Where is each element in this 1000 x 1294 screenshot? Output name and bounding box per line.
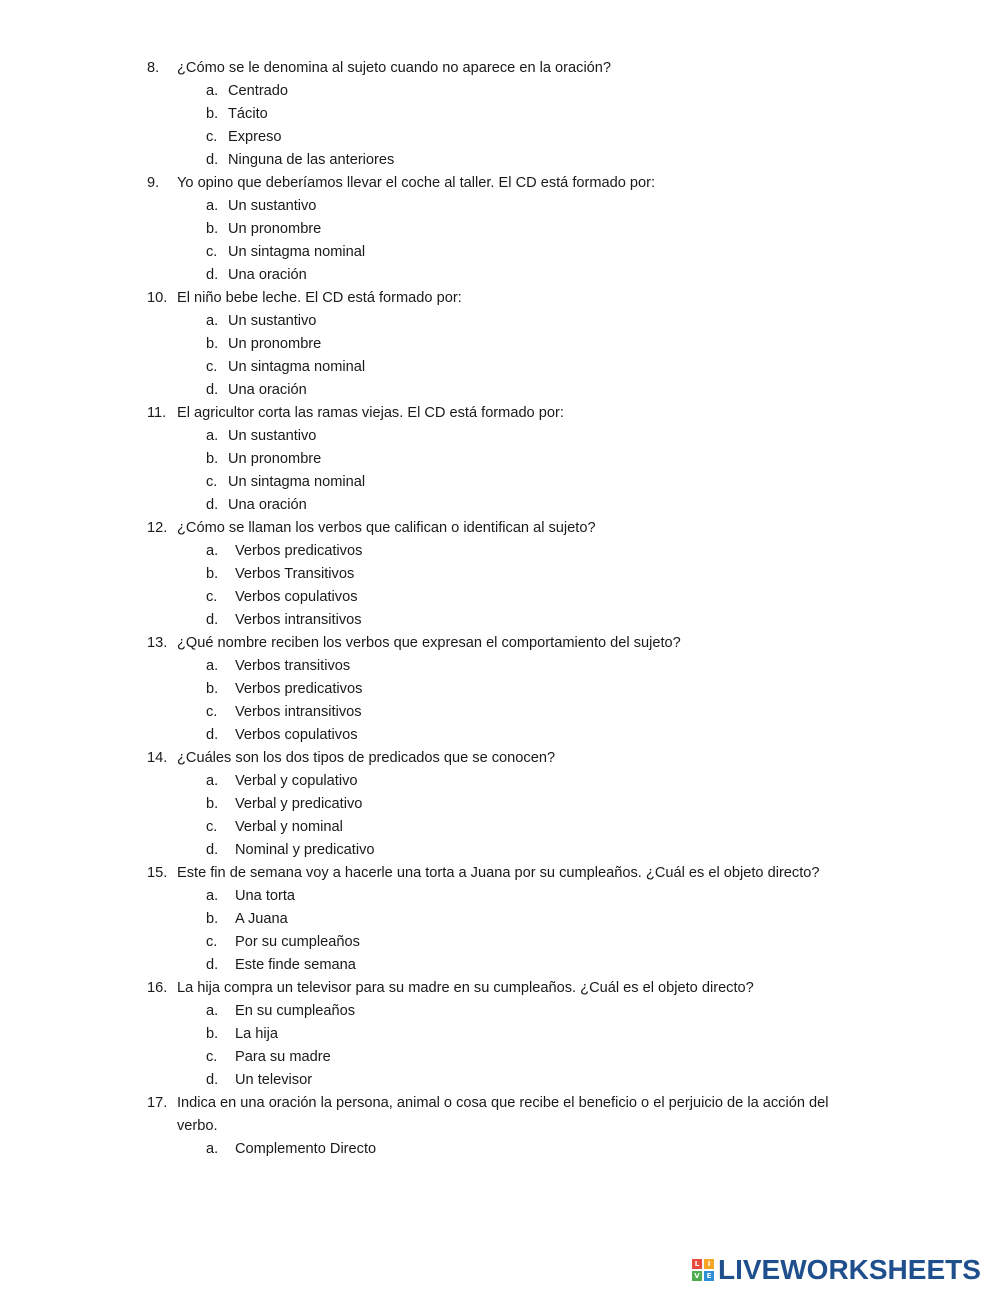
option-text: Verbos predicativos xyxy=(235,543,363,559)
question-text: Yo opino que deberíamos llevar el coche al taller. El CD está formado por: xyxy=(177,175,656,191)
option-d[interactable] xyxy=(0,379,1000,402)
option-letter: c. xyxy=(206,819,218,835)
option-letter: a. xyxy=(206,773,219,789)
option-text: Verbos Transitivos xyxy=(235,566,355,582)
question-text: Este fin de semana voy a hacerle una torta a Juana por su cumpleaños. ¿Cuál es el objeto directo? xyxy=(177,865,820,881)
option-letter: d. xyxy=(206,957,219,973)
option-text: Un sustantivo xyxy=(228,313,317,329)
option-c[interactable] xyxy=(0,241,1000,264)
option-text: Expreso xyxy=(228,129,282,145)
option-text: Verbal y copulativo xyxy=(235,773,358,789)
option-b[interactable] xyxy=(0,218,1000,241)
option-text: Una oración xyxy=(228,267,307,283)
option-text: Un sintagma nominal xyxy=(228,244,366,260)
option-letter: b. xyxy=(206,221,219,237)
option-c[interactable] xyxy=(0,1046,1000,1069)
option-letter: b. xyxy=(206,796,219,812)
option-text: Verbos transitivos xyxy=(235,658,351,674)
option-text: Un pronombre xyxy=(228,336,322,352)
option-text: Un pronombre xyxy=(228,451,322,467)
option-letter: d. xyxy=(206,267,219,283)
logo-text: LIVEWORKSHEETS xyxy=(718,1254,981,1285)
option-letter: c. xyxy=(206,359,218,375)
option-letter: b. xyxy=(206,1026,219,1042)
option-b[interactable] xyxy=(0,908,1000,931)
option-letter: a. xyxy=(206,1141,219,1157)
option-d[interactable] xyxy=(0,149,1000,172)
option-text: En su cumpleaños xyxy=(235,1003,356,1019)
option-letter: d. xyxy=(206,382,219,398)
question-9 xyxy=(0,172,1000,287)
option-letter: c. xyxy=(206,589,218,605)
option-letter: b. xyxy=(206,451,219,467)
question-11 xyxy=(0,402,1000,517)
option-a[interactable] xyxy=(0,770,1000,793)
question-15 xyxy=(0,862,1000,977)
question-text: El agricultor corta las ramas viejas. El CD está formado por: xyxy=(177,405,564,421)
option-text: Un sustantivo xyxy=(228,428,317,444)
option-letter: b. xyxy=(206,911,219,927)
option-letter: a. xyxy=(206,658,219,674)
question-text: ¿Qué nombre reciben los verbos que expresan el comportamiento del sujeto? xyxy=(177,635,681,651)
option-b[interactable] xyxy=(0,563,1000,586)
option-letter: a. xyxy=(206,888,219,904)
question-number: 12. xyxy=(147,520,168,536)
option-text: Verbos predicativos xyxy=(235,681,363,697)
option-text: Verbal y predicativo xyxy=(235,796,363,812)
option-text: Un televisor xyxy=(235,1072,313,1088)
option-c[interactable] xyxy=(0,701,1000,724)
option-letter: c. xyxy=(206,1049,218,1065)
question-number: 10. xyxy=(147,290,168,306)
option-text: A Juana xyxy=(235,911,288,927)
option-a[interactable] xyxy=(0,655,1000,678)
liveworksheets-logo xyxy=(692,1256,981,1284)
logo-block-i: I xyxy=(704,1259,714,1269)
option-d[interactable] xyxy=(0,264,1000,287)
option-text: Una oración xyxy=(228,382,307,398)
option-letter: d. xyxy=(206,497,219,513)
logo-block-e: E xyxy=(704,1271,714,1281)
option-b[interactable] xyxy=(0,448,1000,471)
question-text: La hija compra un televisor para su madre en su cumpleaños. ¿Cuál es el objeto directo? xyxy=(177,980,754,996)
option-letter: a. xyxy=(206,198,219,214)
option-text: La hija xyxy=(235,1026,279,1042)
option-text: Centrado xyxy=(228,83,289,99)
option-letter: d. xyxy=(206,727,219,743)
question-number: 9. xyxy=(147,175,160,191)
option-d[interactable] xyxy=(0,839,1000,862)
option-letter: d. xyxy=(206,842,219,858)
option-letter: b. xyxy=(206,566,219,582)
question-number: 13. xyxy=(147,635,168,651)
option-text: Verbos copulativos xyxy=(235,589,358,605)
option-text: Un sustantivo xyxy=(228,198,317,214)
option-text: Un pronombre xyxy=(228,221,322,237)
option-text: Un sintagma nominal xyxy=(228,474,366,490)
option-b[interactable] xyxy=(0,103,1000,126)
option-letter: d. xyxy=(206,1072,219,1088)
option-c[interactable] xyxy=(0,931,1000,954)
option-letter: a. xyxy=(206,313,219,329)
option-letter: a. xyxy=(206,83,219,99)
option-b[interactable] xyxy=(0,793,1000,816)
question-10 xyxy=(0,287,1000,402)
option-text: Nominal y predicativo xyxy=(235,842,375,858)
option-a[interactable] xyxy=(0,80,1000,103)
question-13 xyxy=(0,632,1000,747)
option-a[interactable] xyxy=(0,425,1000,448)
question-text: ¿Cuáles son los dos tipos de predicados que se conocen? xyxy=(177,750,556,766)
option-d[interactable] xyxy=(0,609,1000,632)
option-text: Por su cumpleaños xyxy=(235,934,360,950)
question-16 xyxy=(0,977,1000,1092)
option-b[interactable] xyxy=(0,678,1000,701)
option-letter: b. xyxy=(206,106,219,122)
question-number: 16. xyxy=(147,980,168,996)
option-text: Para su madre xyxy=(235,1049,331,1065)
option-a[interactable] xyxy=(0,885,1000,908)
option-a[interactable] xyxy=(0,195,1000,218)
option-c[interactable] xyxy=(0,471,1000,494)
option-letter: b. xyxy=(206,681,219,697)
option-text: Verbos intransitivos xyxy=(235,704,362,720)
option-letter: b. xyxy=(206,336,219,352)
question-text: Indica en una oración la persona, animal o cosa que recibe el beneficio o el perjuicio de la acción del verbo. xyxy=(177,1095,829,1134)
question-number: 15. xyxy=(147,865,168,881)
question-12 xyxy=(0,517,1000,632)
liveworksheets-blocks-icon xyxy=(692,1259,714,1281)
question-text: ¿Cómo se llaman los verbos que califican o identifican al sujeto? xyxy=(177,520,596,536)
logo-block-l: L xyxy=(692,1259,702,1269)
question-number: 11. xyxy=(147,405,167,421)
question-number: 14. xyxy=(147,750,168,766)
option-a[interactable] xyxy=(0,540,1000,563)
option-c[interactable] xyxy=(0,356,1000,379)
question-number: 8. xyxy=(147,60,160,76)
question-14 xyxy=(0,747,1000,862)
option-c[interactable] xyxy=(0,126,1000,149)
option-text: Verbos intransitivos xyxy=(235,612,362,628)
option-letter: c. xyxy=(206,704,218,720)
option-a[interactable] xyxy=(0,1000,1000,1023)
option-a[interactable] xyxy=(0,310,1000,333)
option-text: Ninguna de las anteriores xyxy=(228,152,395,168)
question-number: 17. xyxy=(147,1095,168,1111)
option-text: Este finde semana xyxy=(235,957,356,973)
option-d[interactable] xyxy=(0,954,1000,977)
logo-block-v: V xyxy=(692,1271,702,1281)
option-letter: c. xyxy=(206,474,218,490)
option-text: Verbos copulativos xyxy=(235,727,358,743)
option-letter: d. xyxy=(206,612,219,628)
option-text: Una torta xyxy=(235,888,296,904)
option-b[interactable] xyxy=(0,333,1000,356)
option-letter: a. xyxy=(206,543,219,559)
option-text: Verbal y nominal xyxy=(235,819,343,835)
option-text: Un sintagma nominal xyxy=(228,359,366,375)
question-17 xyxy=(0,1092,1000,1161)
option-text: Una oración xyxy=(228,497,307,513)
option-d[interactable] xyxy=(0,1069,1000,1092)
option-letter: a. xyxy=(206,1003,219,1019)
option-letter: d. xyxy=(206,152,219,168)
option-letter: c. xyxy=(206,934,218,950)
option-d[interactable] xyxy=(0,724,1000,747)
question-8 xyxy=(0,57,1000,172)
option-a[interactable] xyxy=(0,1138,1000,1161)
question-text: El niño bebe leche. El CD está formado por: xyxy=(177,290,462,306)
question-text: ¿Cómo se le denomina al sujeto cuando no aparece en la oración? xyxy=(177,60,612,76)
option-text: Tácito xyxy=(228,106,268,122)
option-b[interactable] xyxy=(0,1023,1000,1046)
option-letter: c. xyxy=(206,129,218,145)
option-c[interactable] xyxy=(0,586,1000,609)
option-d[interactable] xyxy=(0,494,1000,517)
option-letter: a. xyxy=(206,428,219,444)
option-letter: c. xyxy=(206,244,218,260)
option-text: Complemento Directo xyxy=(235,1141,377,1157)
worksheet xyxy=(0,57,1000,1161)
option-c[interactable] xyxy=(0,816,1000,839)
